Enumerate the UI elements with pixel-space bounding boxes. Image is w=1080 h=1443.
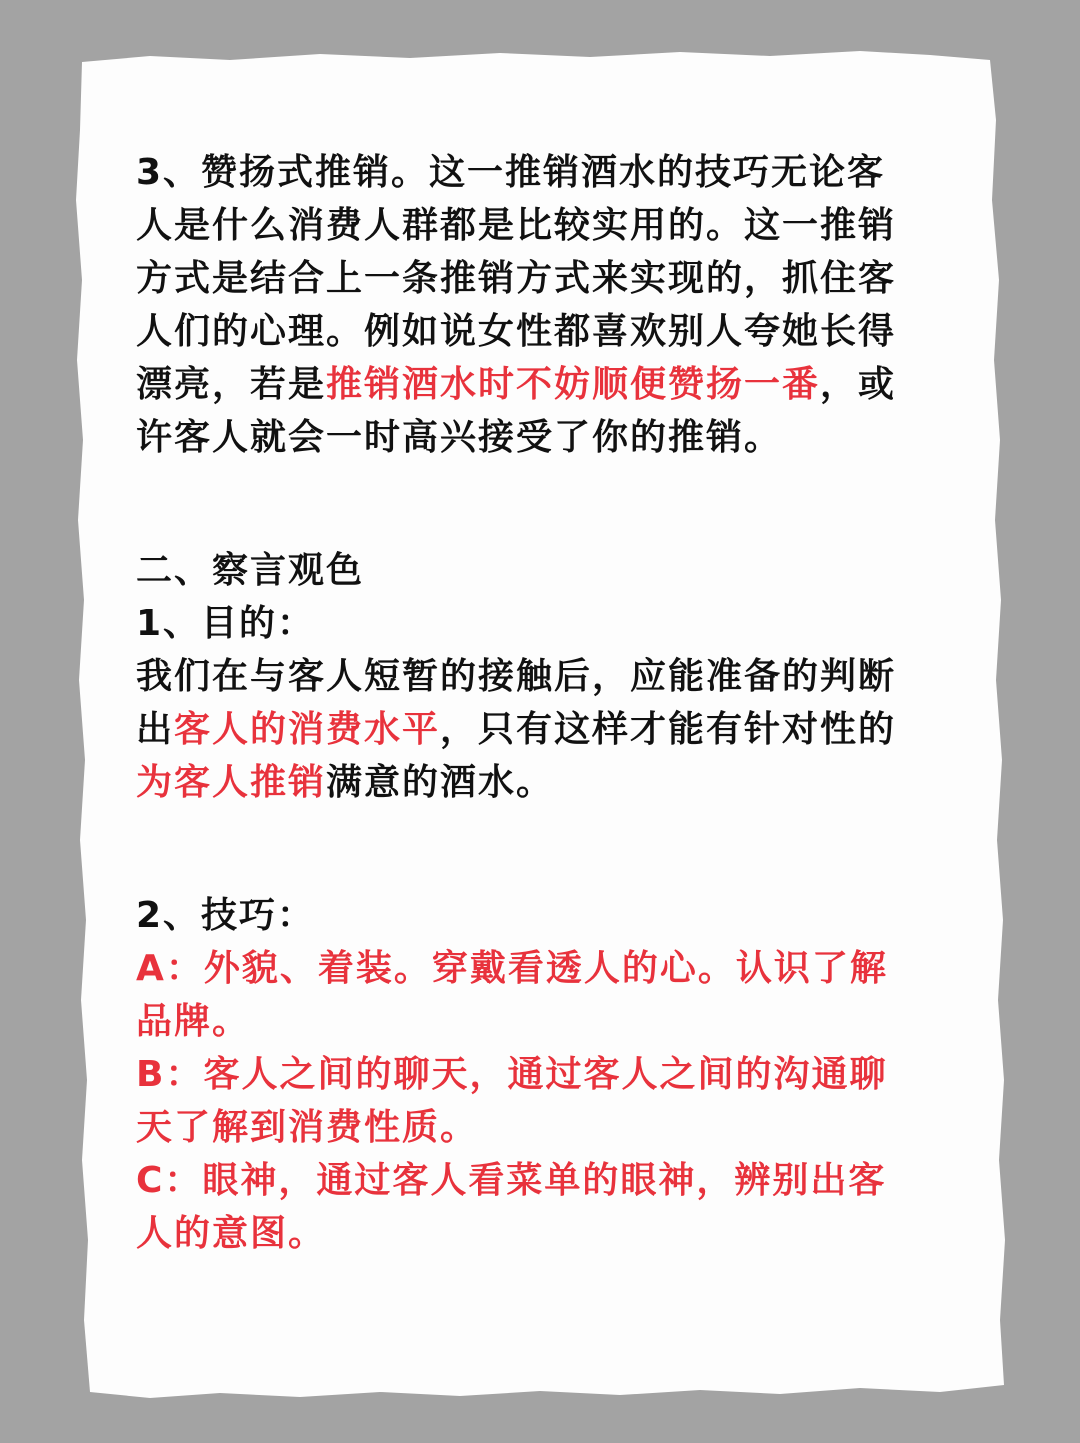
section-observation: [136, 544, 936, 809]
text-line: 我们在与客人短暂的接触后，应能准备的判断: [136, 656, 897, 697]
highlight-text: 推销酒水时不妨顺便赞扬一番: [326, 364, 821, 405]
text-segment: ，或: [820, 364, 897, 405]
text-line: 3、赞扬式推销。这一推销酒水的技巧无论客: [136, 152, 886, 193]
text-segment: 漂亮，若是: [136, 364, 327, 405]
text-line: [136, 703, 936, 756]
section-skills: [136, 889, 936, 1260]
text-line: 方式是结合上一条推销方式来实现的，抓住客: [136, 258, 897, 299]
text-segment: 满意的酒水。: [326, 762, 555, 803]
spacer: [136, 809, 936, 889]
text-line: 人们的心理。例如说女性都喜欢别人夸她长得: [136, 311, 897, 352]
skill-a-line: 品牌。: [136, 1001, 251, 1042]
highlight-text: 客人的消费水平: [174, 709, 441, 750]
section-title: 二、察言观色: [136, 550, 365, 591]
text-segment: ，只有这样才能有针对性的: [440, 709, 897, 750]
section-praise-selling: [136, 146, 936, 464]
skill-a-line: A：外貌、着装。穿戴看透人的心。认识了解: [136, 948, 888, 989]
skill-b-line: B：客人之间的聊天，通过客人之间的沟通聊: [136, 1054, 888, 1095]
purpose-heading: 1、目的：: [136, 603, 316, 644]
skill-b-line: 天了解到消费性质。: [136, 1107, 479, 1148]
skills-heading: 2、技巧：: [136, 895, 316, 936]
text-line: [136, 756, 936, 809]
text-line: 人是什么消费人群都是比较实用的。这一推销: [136, 205, 897, 246]
text-segment: 出: [136, 709, 175, 750]
spacer: [136, 464, 936, 544]
article-text: [136, 146, 936, 1260]
highlight-text: 为客人推销: [136, 762, 327, 803]
skill-c-line: 人的意图。: [136, 1213, 327, 1254]
skill-c-line: C：眼神，通过客人看菜单的眼神，辨别出客: [136, 1160, 887, 1201]
text-line: 许客人就会一时高兴接受了你的推销。: [136, 417, 783, 458]
text-line: [136, 358, 936, 411]
